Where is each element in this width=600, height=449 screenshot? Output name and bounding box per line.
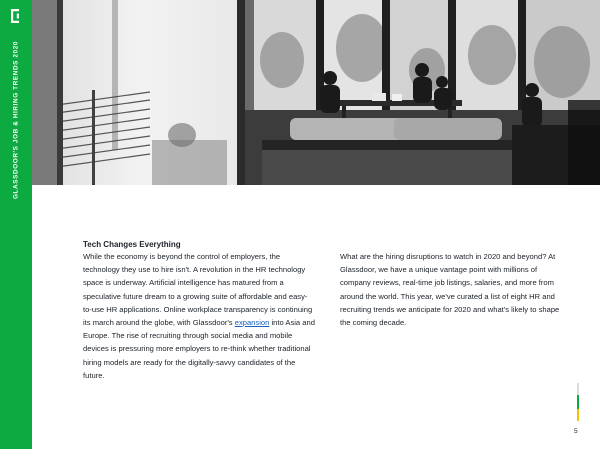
office-photo — [32, 0, 600, 185]
left-column-text — [83, 250, 315, 382]
glassdoor-logo-icon — [8, 8, 22, 24]
left-text-part-1: While the economy is beyond the control of employers, the technology they use to hire isn't. A revolution in the HR technology space is underway. Artificial intelligence has matured from a speculative future dream to a growing suite of affordable and easy-to-use HR applications. Online workplace transparency is continuing its march around the globe, with Glassdoor's — [83, 252, 313, 328]
footer-accent-green — [577, 395, 579, 409]
right-column-text: What are the hiring disruptions to watch in 2020 and beyond? At Glassdoor, we have a unique vantage point with millions of company reviews, real-time job listings, salaries, and more from around the world. This year, we've curated a list of eight HR and recruiting trends we anticipate for 2020 and what's likely to shape the coming decade. — [340, 252, 560, 328]
vertical-report-title: GLASSDOOR'S JOB & HIRING TRENDS 2020 — [12, 40, 20, 200]
footer-accent-yellow — [577, 409, 579, 421]
left-text-part-2: into Asia and Europe. The rise of recruiting through social media and mobile devices is pressuring more employers to re-think whether traditional hiring models are ready for the digitally-savvy candidates of the future. — [83, 318, 315, 380]
footer-accent-grey — [577, 383, 579, 395]
sidebar — [0, 0, 32, 449]
expansion-link[interactable]: expansion — [234, 318, 270, 328]
page-number: 5 — [574, 428, 578, 435]
section-heading: Tech Changes Everything — [83, 240, 181, 249]
